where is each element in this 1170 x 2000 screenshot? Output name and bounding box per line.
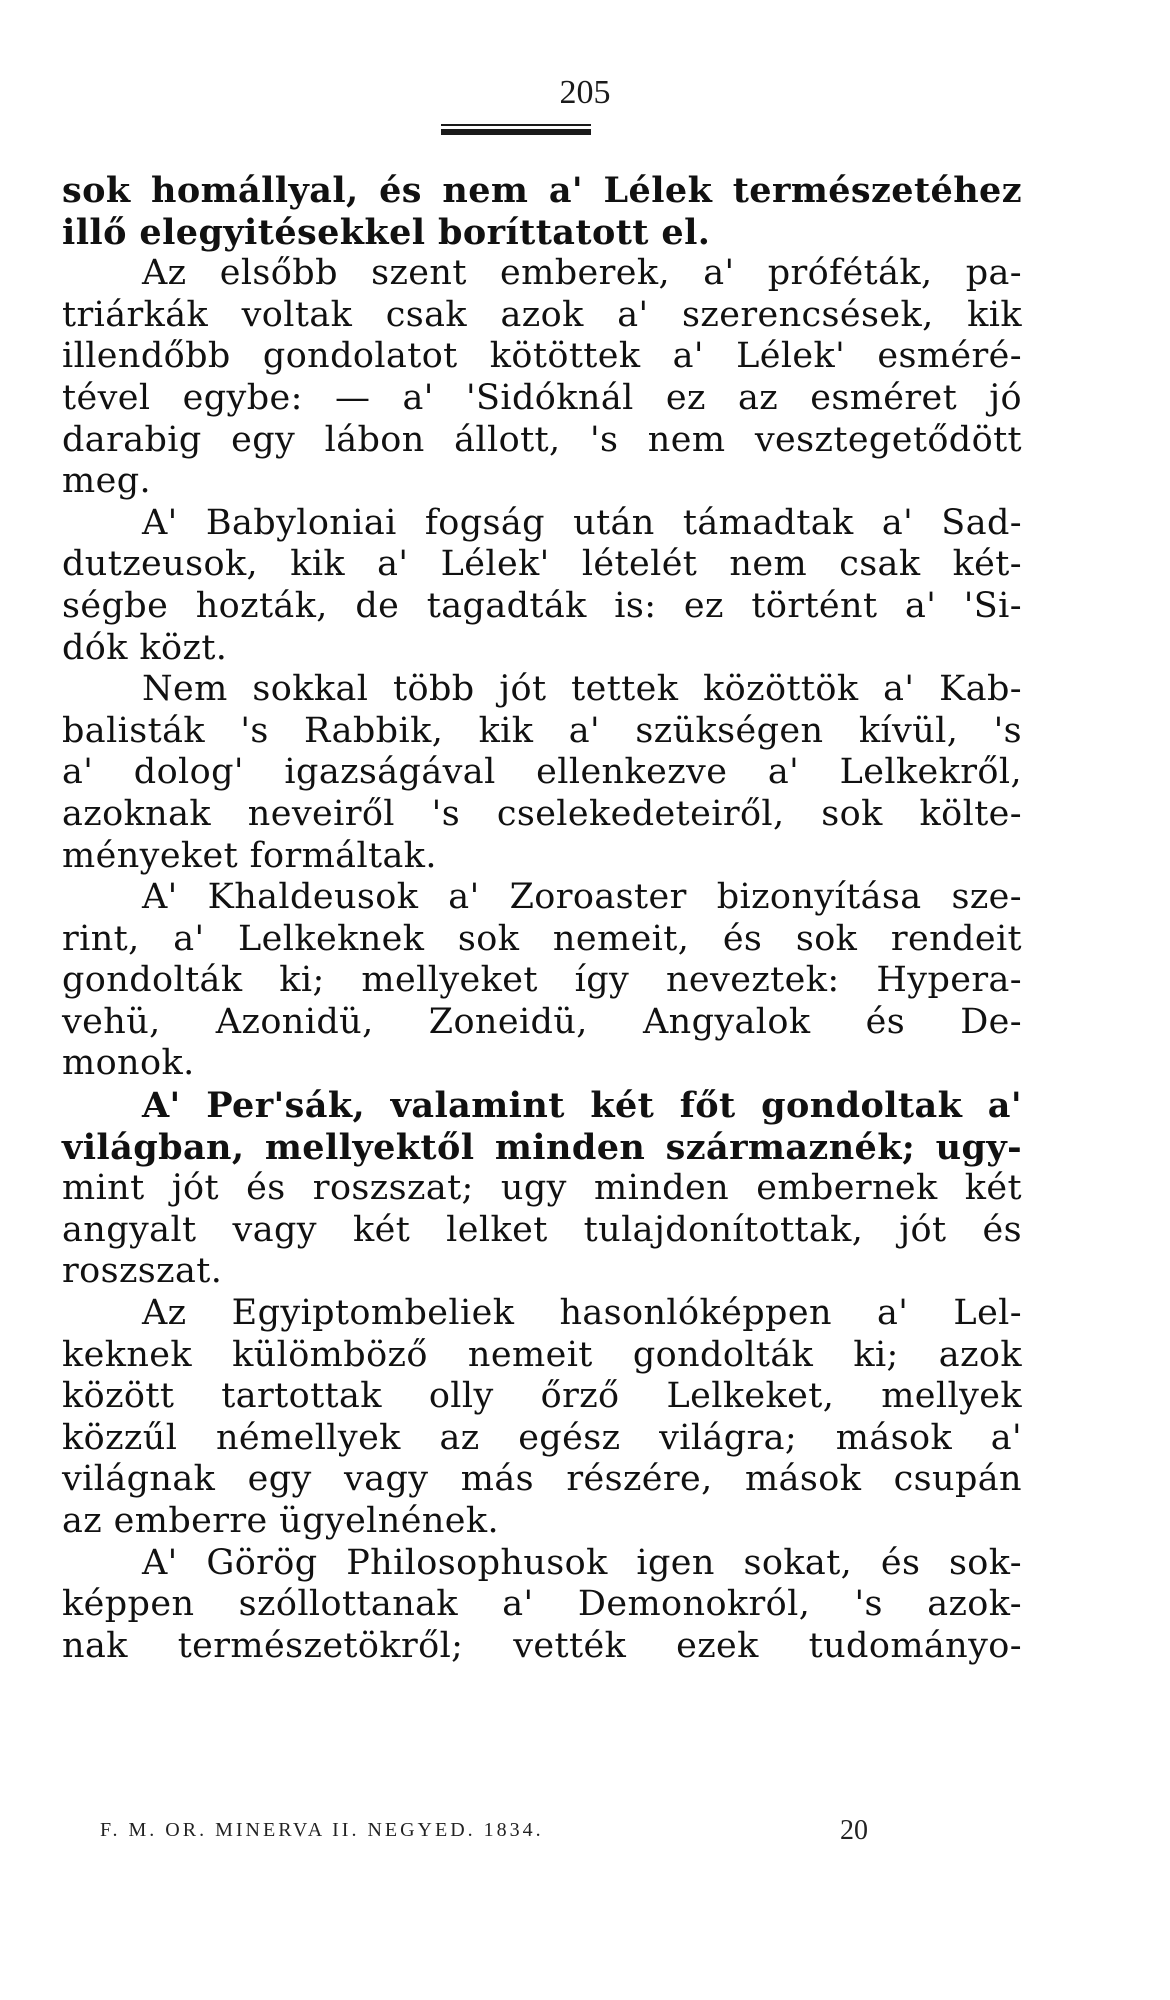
header-rule-thin xyxy=(441,124,591,126)
text-line: Az elsőbb szent emberek, a' próféták, pa- xyxy=(142,253,1022,294)
text-line: A' Görög Philosophusok igen sokat, és sok- xyxy=(142,1542,1022,1583)
text-line: angyalt vagy két lelket tulajdonítottak, jót és xyxy=(62,1209,1022,1250)
text-line: Az Egyiptombeliek hasonlóképpen a' Lel- xyxy=(142,1293,1022,1334)
header-rule-thick xyxy=(441,129,591,135)
text-line: mint jót és roszszat; ugy minden embernek két xyxy=(62,1168,1022,1209)
text-line: dutzeusok, kik a' Lélek' lételét nem csak két- xyxy=(62,544,1022,585)
text-line: világban, mellyektől minden származnék; ugy- xyxy=(62,1126,1022,1168)
text-line: világnak egy vagy más részére, mások csupán xyxy=(62,1459,1022,1500)
text-line: közzűl némellyek az egész világra; mások a' xyxy=(62,1417,1022,1458)
text-line: dók közt. xyxy=(62,627,228,668)
text-line: A' Per'sák, valamint két főt gondoltak a' xyxy=(142,1085,1022,1127)
text-line: keknek külömböző nemeit gondolták ki; azok xyxy=(62,1334,1022,1375)
printer-signature: F. M. OR. MINERVA II. NEGYED. 1834. xyxy=(100,1819,544,1841)
text-line: ségbe hozták, de tagadták is: ez történt a' 'Si- xyxy=(62,585,1022,626)
text-line: balisták 's Rabbik, kik a' szükségen kívül, 's xyxy=(62,710,1022,751)
text-line: vehü, Azonidü, Zoneidü, Angyalok és De- xyxy=(62,1001,1022,1042)
text-line: Nem sokkal több jót tettek közöttök a' Kab- xyxy=(142,669,1022,710)
text-line: között tartottak olly őrző Lelkeket, mellyek xyxy=(62,1376,1022,1417)
text-line: azoknak neveiről 's cselekedeteiről, sok költe- xyxy=(62,793,1022,834)
header-rule xyxy=(441,124,591,136)
text-line: illendőbb gondolatot kötöttek a' Lélek' esméré- xyxy=(62,336,1022,377)
text-line: nak természetökről; vették ezek tudományo- xyxy=(62,1625,1022,1666)
text-line: illő elegyitésekkel boríttatott el. xyxy=(62,211,711,253)
text-line: rint, a' Lelkeknek sok nemeit, és sok rendeit xyxy=(62,918,1022,959)
text-line: tével egybe: — a' 'Sidóknál ez az esméret jó xyxy=(62,377,1022,418)
page-number: 205 xyxy=(559,74,611,111)
text-line: képpen szóllottanak a' Demonokról, 's azok- xyxy=(62,1584,1022,1625)
text-line: A' Babyloniai fogság után támadtak a' Sad- xyxy=(142,502,1022,543)
text-line: sok homállyal, és nem a' Lélek természetéhez xyxy=(62,170,1022,211)
text-line: triárkák voltak csak azok a' szerencsések, kik xyxy=(62,294,1022,335)
text-line: a' dolog' igazságával ellenkezve a' Lelkekről, xyxy=(62,752,1022,793)
text-line: darabig egy lábon állott, 's nem vesztegetődött xyxy=(62,419,1022,460)
body-text xyxy=(62,170,1022,1667)
text-line: gondolták ki; mellyeket így neveztek: Hypera- xyxy=(62,960,1022,1001)
text-line: ményeket formáltak. xyxy=(62,835,437,876)
page-footer xyxy=(100,1815,880,1855)
text-line: meg. xyxy=(62,461,152,502)
text-line: A' Khaldeusok a' Zoroaster bizonyítása sze- xyxy=(142,877,1022,918)
text-line: az emberre ügyelnének. xyxy=(62,1501,500,1541)
text-line: monok. xyxy=(62,1043,195,1084)
text-line: roszszat. xyxy=(62,1251,223,1292)
sheet-number: 20 xyxy=(840,1815,868,1846)
